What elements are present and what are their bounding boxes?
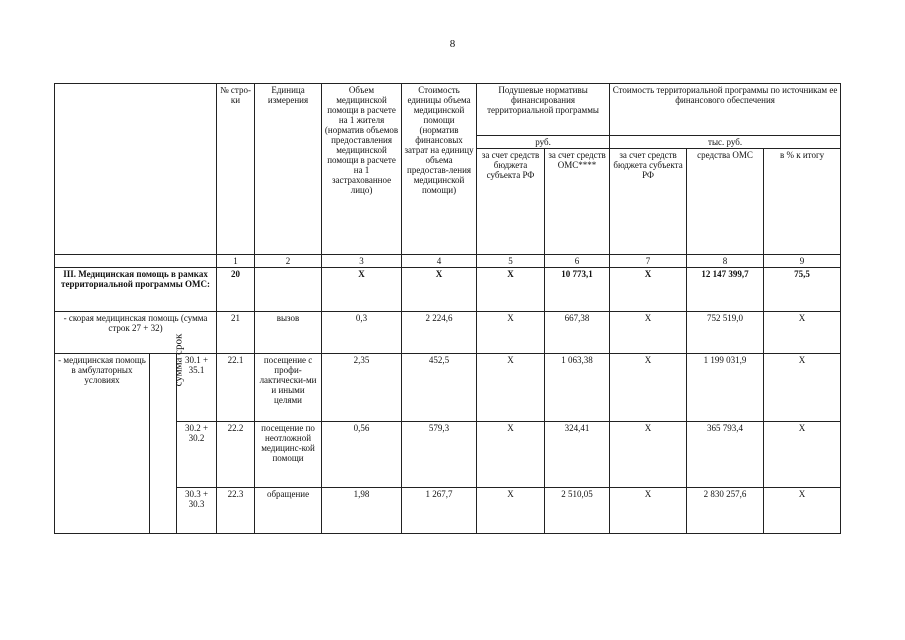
row-number: 22.2 — [217, 422, 255, 488]
row-number: 20 — [217, 268, 255, 312]
column-number-4: 4 — [402, 255, 477, 268]
column-number-1: 1 — [217, 255, 255, 268]
header-rub: руб. — [477, 136, 610, 149]
column-number-3: 3 — [322, 255, 402, 268]
budget-rf-cell: Х — [477, 354, 545, 422]
header-blank — [55, 84, 217, 255]
budget-rf-cell: Х — [477, 268, 545, 312]
oms-2-cell: 752 519,0 — [687, 312, 764, 354]
table-row — [55, 354, 841, 422]
volume-cell: 1,98 — [322, 488, 402, 534]
volume-cell: 0,56 — [322, 422, 402, 488]
volume-cell: 0,3 — [322, 312, 402, 354]
oms-2-cell: 2 830 257,6 — [687, 488, 764, 534]
cost-cell: Х — [402, 268, 477, 312]
row-number: 22.3 — [217, 488, 255, 534]
oms-cell: 1 063,38 — [545, 354, 610, 422]
header-budget-rf-2: за счет средств бюджета субъекта РФ — [610, 149, 687, 255]
column-number-blank — [55, 255, 217, 268]
volume-cell: 2,35 — [322, 354, 402, 422]
row-number: 22.1 — [217, 354, 255, 422]
code-cell: 30.3 + 30.3 — [177, 488, 217, 534]
budget-rf-2-cell: Х — [610, 422, 687, 488]
percent-cell: Х — [764, 354, 841, 422]
unit-cell — [255, 268, 322, 312]
oms-cell: 667,38 — [545, 312, 610, 354]
sum-label-cell — [150, 333, 185, 534]
territorial-program-table — [54, 83, 841, 534]
column-number-5: 5 — [477, 255, 545, 268]
header-per-capita: Подушевые нормативы финансирования территориальной программы — [477, 84, 610, 136]
oms-2-cell: 12 147 399,7 — [687, 268, 764, 312]
header-program-cost: Стоимость территориальной программы по источникам ее финансового обеспечения — [610, 84, 841, 136]
percent-cell: Х — [764, 312, 841, 354]
unit-cell: вызов — [255, 312, 322, 354]
volume-cell: Х — [322, 268, 402, 312]
budget-rf-2-cell: Х — [610, 354, 687, 422]
unit-cell: посещение с профи-лактически-ми и иными целями — [255, 354, 322, 422]
budget-rf-2-cell: Х — [610, 312, 687, 354]
column-number-6: 6 — [545, 255, 610, 268]
ambulance-label: - скорая медицинская помощь (сумма строк 27 + 32) — [55, 312, 217, 354]
header-volume: Объем медицинской помощи в расчете на 1 жителя (норматив объемов предоставления медицинской помощи в расчете на 1 застрахованное лицо) — [322, 84, 402, 255]
budget-rf-cell: Х — [477, 488, 545, 534]
header-thousand-rub: тыс. руб. — [610, 136, 841, 149]
section-label: III. Медицинская помощь в рамках территориальной программы ОМС: — [55, 268, 217, 312]
percent-cell: Х — [764, 488, 841, 534]
column-number-8: 8 — [687, 255, 764, 268]
budget-rf-cell: Х — [477, 312, 545, 354]
header-percent-total: в % к итогу — [764, 149, 841, 255]
percent-cell: Х — [764, 422, 841, 488]
header-cost: Стоимость единицы объема медицинской помощи (норматив финансовых затрат на единицу объема предостав-ления медицинской помощи) — [402, 84, 477, 255]
oms-2-cell: 365 793,4 — [687, 422, 764, 488]
cost-cell: 579,3 — [402, 422, 477, 488]
column-number-7: 7 — [610, 255, 687, 268]
header-row-no: № стро-ки — [217, 84, 255, 255]
header-oms-funds: за счет средств ОМС**** — [545, 149, 610, 255]
oms-cell: 10 773,1 — [545, 268, 610, 312]
table-row — [55, 268, 841, 312]
column-number-2: 2 — [255, 255, 322, 268]
cost-cell: 1 267,7 — [402, 488, 477, 534]
budget-rf-cell: Х — [477, 422, 545, 488]
sum-label: сумма срок — [172, 333, 185, 387]
outpatient-label: - медицинская помощь в амбулаторных условиях — [55, 354, 150, 534]
cost-cell: 2 224,6 — [402, 312, 477, 354]
percent-cell: 75,5 — [764, 268, 841, 312]
code-cell: 30.2 + 30.2 — [177, 422, 217, 488]
code-cell: 30.1 + 35.1 — [177, 354, 217, 422]
oms-cell: 324,41 — [545, 422, 610, 488]
cost-cell: 452,5 — [402, 354, 477, 422]
header-unit: Единица измерения — [255, 84, 322, 255]
column-number-9: 9 — [764, 255, 841, 268]
oms-2-cell: 1 199 031,9 — [687, 354, 764, 422]
oms-cell: 2 510,05 — [545, 488, 610, 534]
budget-rf-2-cell: Х — [610, 488, 687, 534]
header-oms-funds-2: средства ОМС — [687, 149, 764, 255]
budget-rf-2-cell: Х — [610, 268, 687, 312]
page-number: 8 — [449, 38, 456, 50]
row-number: 21 — [217, 312, 255, 354]
header-budget-rf: за счет средств бюджета субъекта РФ — [477, 149, 545, 255]
unit-cell: обращение — [255, 488, 322, 534]
unit-cell: посещение по неотложной медицинс-кой помощи — [255, 422, 322, 488]
